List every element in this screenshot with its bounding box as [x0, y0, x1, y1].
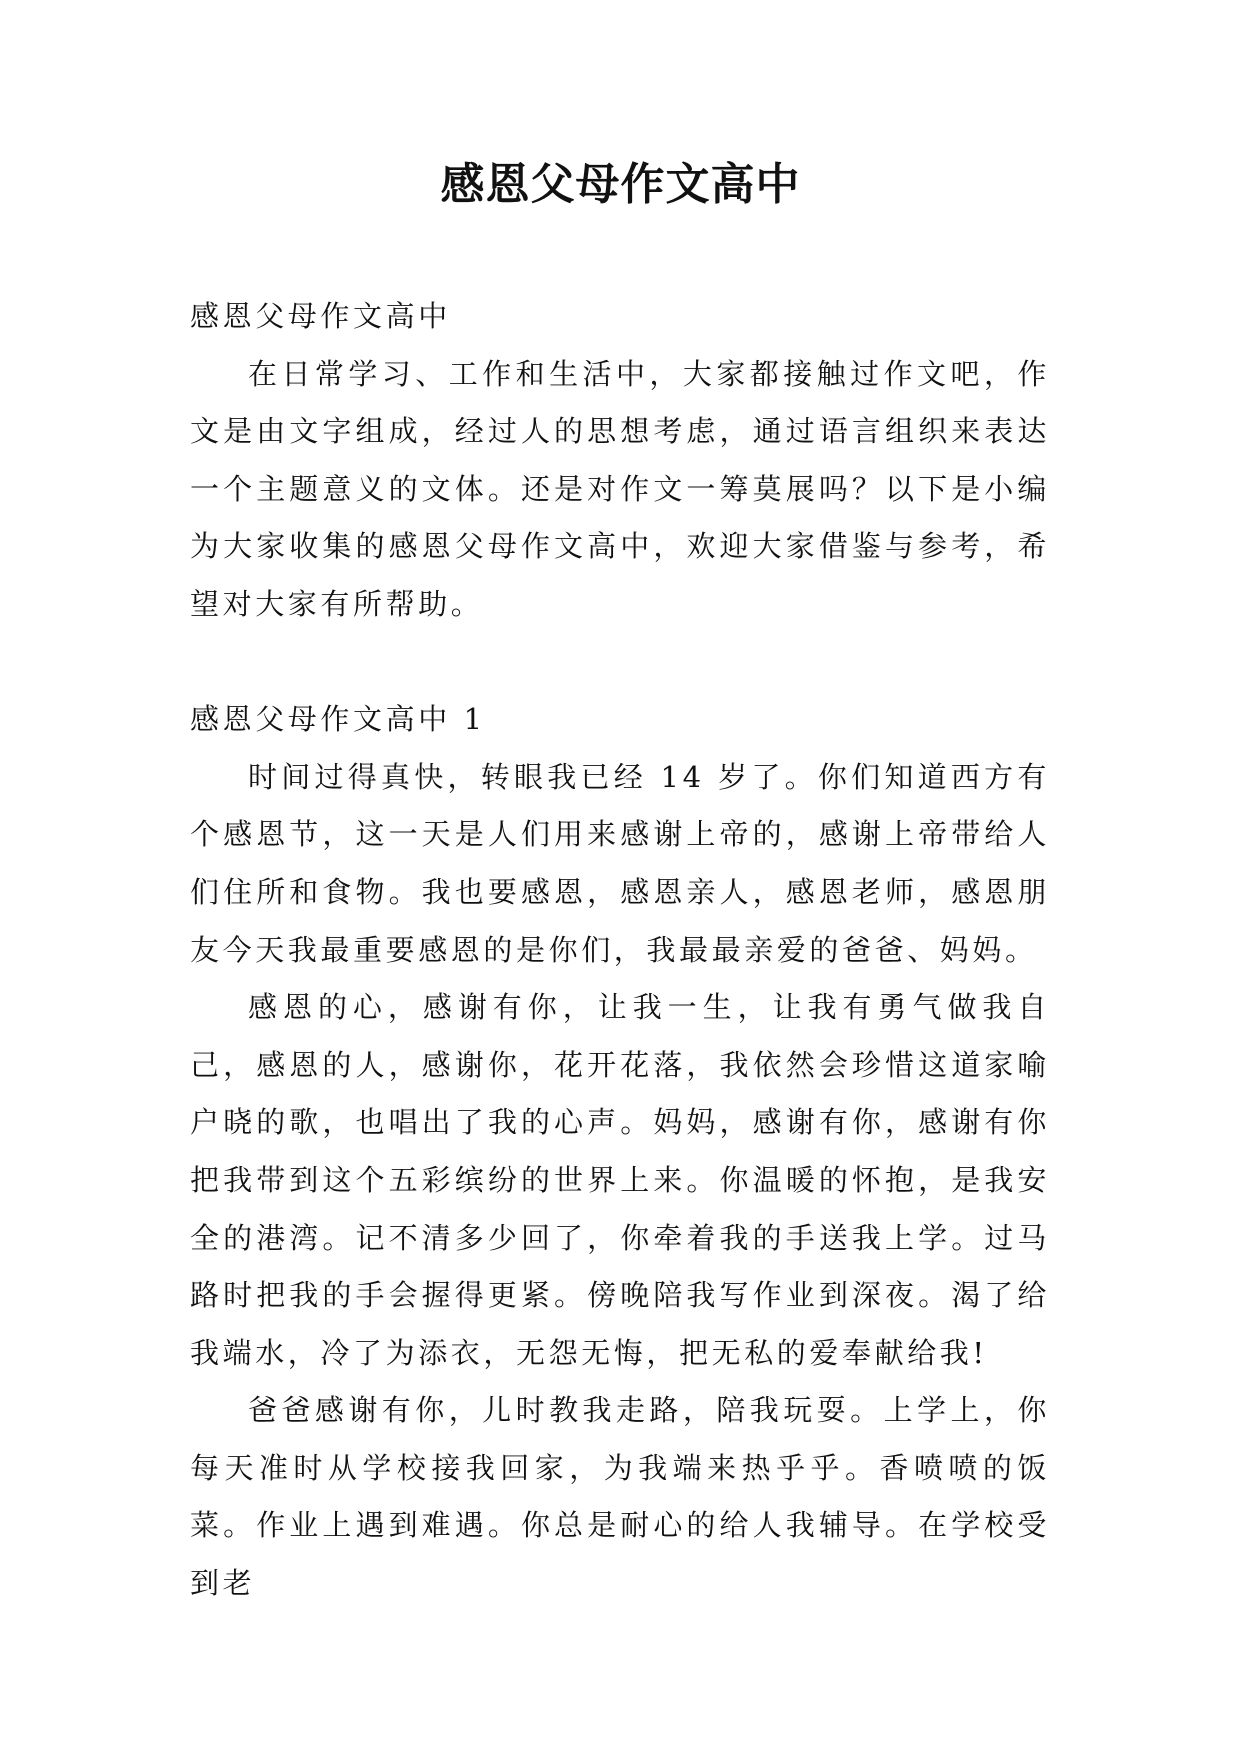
essay-1-paragraph: 时间过得真快，转眼我已经 14 岁了。你们知道西方有个感恩节，这一天是人们用来感谢上帝的，感谢上帝带给人们住所和食物。我也要感恩，感恩亲人，感恩老师，感恩朋友今天我最重要感恩的是你们，我最最亲爱的爸爸、妈妈。 [190, 759, 1050, 967]
essay-1-paragraph: 感恩的心，感谢有你，让我一生，让我有勇气做我自己，感恩的人，感谢你，花开花落，我依然会珍惜这道家喻户晓的歌，也唱出了我的心声。妈妈，感谢有你，感谢有你把我带到这个五彩缤纷的世界上来。你温暖的怀抱，是我安全的港湾。记不清多少回了，你牵着我的手送我上学。过马路时把我的手会握得更紧。傍晚陪我写作业到深夜。渴了给我端水，冷了为添衣，无怨无悔，把无私的爱奉献给我! [190, 990, 1050, 1370]
document-body [190, 288, 1050, 1613]
section-spacer [190, 634, 1050, 692]
essay-1-paragraph: 爸爸感谢有你，儿时教我走路，陪我玩耍。上学上，你每天准时从学校接我回家，为我端来热乎乎。香喷喷的饭菜。作业上遇到难遇。你总是耐心的给人我辅导。在学校受到老 [190, 1393, 1050, 1601]
intro-paragraph: 在日常学习、工作和生活中，大家都接触过作文吧，作文是由文字组成，经过人的思想考虑，通过语言组织来表达一个主题意义的文体。还是对作文一筹莫展吗？以下是小编为大家收集的感恩父母作文高中，欢迎大家借鉴与参考，希望对大家有所帮助。 [190, 356, 1050, 621]
document-title: 感恩父母作文高中 [440, 159, 801, 210]
intro-heading: 感恩父母作文高中 [190, 299, 451, 333]
essay-1-heading: 感恩父母作文高中 1 [190, 702, 486, 737]
